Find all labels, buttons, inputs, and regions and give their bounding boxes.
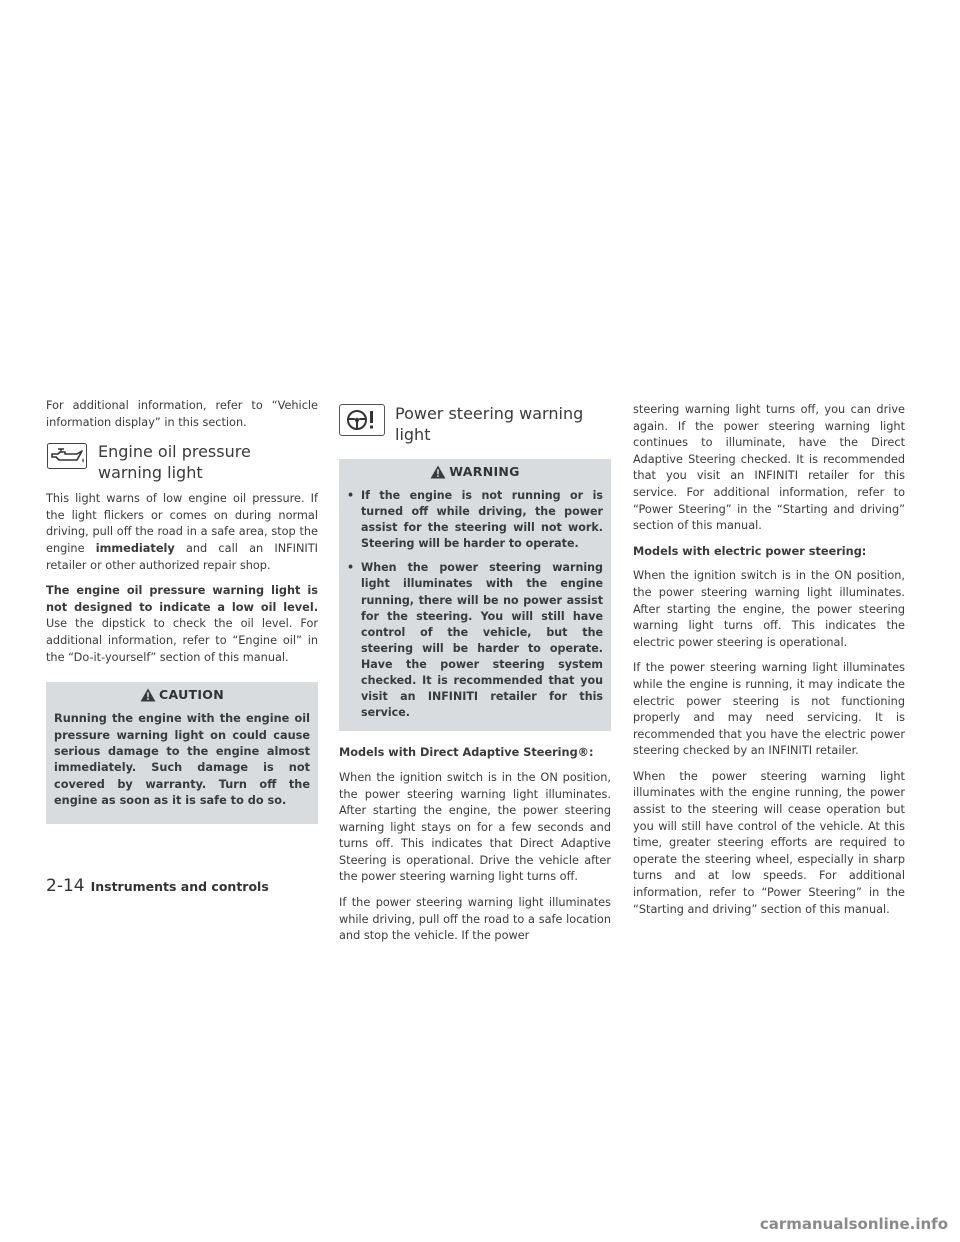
intro-paragraph: For additional information, refer to “Vehicle information display” in this section.	[46, 399, 318, 429]
warning-list	[347, 488, 603, 721]
column-3	[633, 402, 905, 927]
column-1	[46, 398, 318, 838]
caution-text: Running the engine with the engine oil pressure warning light on could cause serious damage to the engine almost immediately. Such damage is not covered by warranty. Turn off the engine as soon as it is safe to do so.	[54, 712, 310, 808]
eps-paragraph-2: If the power steering warning light illuminates while the engine is running, it may indicate the electric power steering is not functioning properly and may need servicing. It is recommended that you have the electric power steering checked by an INFINITI retailer.	[633, 661, 905, 758]
warning-item: • When the power steering warning light illuminates with the engine running, there will be no power assist for the steering. You will still have control of the vehicle, but the steering will be harder to operate. Have the power steering system checked. It is recommended that you visit an INFINITI retailer for this service.	[347, 561, 603, 720]
das-heading: Models with Direct Adaptive Steering®:	[339, 746, 594, 760]
watermark: carmanualsonline.info	[759, 1215, 948, 1233]
column-2	[339, 398, 611, 954]
continued-paragraph: steering warning light turns off, you can drive again. If the power steering warning light continues to illuminate, have the Direct Adaptive Steering checked. It is recommended that you visit an INFINITI retailer for this service. For additional information, refer to “Power Steering” in the “Starting and driving” section of this manual.	[633, 403, 905, 533]
caution-box	[46, 682, 318, 823]
oil-pressure-heading	[46, 440, 318, 483]
warning-header	[339, 459, 611, 484]
oil-can-icon	[46, 440, 88, 472]
section-title: Instruments and controls	[90, 879, 269, 894]
caution-header	[46, 682, 318, 707]
power-steering-warning-icon	[339, 404, 385, 436]
warning-triangle-icon	[430, 465, 446, 479]
power-steering-heading	[339, 402, 611, 445]
caution-title: CAUTION	[159, 687, 224, 703]
warning-box	[339, 459, 611, 731]
power-steering-heading-text: Power steering warning light	[395, 404, 584, 444]
eps-paragraph-1: When the ignition switch is in the ON position, the power steering warning light illuminates. After starting the engine, the power steering warning light turns off. This indicates the electric power steering is operational.	[633, 569, 905, 649]
das-paragraph-1: When the ignition switch is in the ON position, the power steering warning light illuminates. After starting the engine, the power steering warning light stays on for a few seconds and turns off. This indicates that Direct Adaptive Steering is operational. Drive the vehicle after the power steering warning light turns off.	[339, 770, 611, 884]
oil-pressure-heading-text: Engine oil pressure warning light	[98, 442, 251, 483]
page-footer	[46, 876, 269, 896]
warning-item: • If the engine is not running or is turned off while driving, the power assist for the steering will not work. Steering will be harder to operate.	[347, 489, 603, 551]
eps-paragraph-3: When the power steering warning light illuminates with the engine running, the power assist to the steering will cease operation but you will still have control of the vehicle. At this time, greater steering efforts are required to operate the steering wheel, especially in sharp turns and at low speeds. For additional information, refer to “Power Steering” in the “Starting and driving” section of this manual.	[633, 769, 905, 916]
oil-paragraph-1: This light warns of low engine oil pressure. If the light flickers or comes on during normal driving, pull off the road in a safe area, stop the engine immediately and call an INFINITI retailer or other authorized repair shop.	[46, 492, 318, 572]
warning-triangle-icon	[140, 688, 156, 702]
warning-title: WARNING	[449, 464, 520, 479]
eps-heading: Models with electric power steering:	[633, 544, 867, 558]
page-number: 2-14	[46, 876, 85, 896]
oil-paragraph-2: The engine oil pressure warning light is not designed to indicate a low oil level. Use the dipstick to check the oil level. For additional information, refer to “Engine oil” in the “Do-it-yourself” section of this manual.	[46, 584, 318, 664]
das-paragraph-2: If the power steering warning light illuminates while driving, pull off the road to a safe location and stop the vehicle. If the power	[339, 896, 611, 943]
